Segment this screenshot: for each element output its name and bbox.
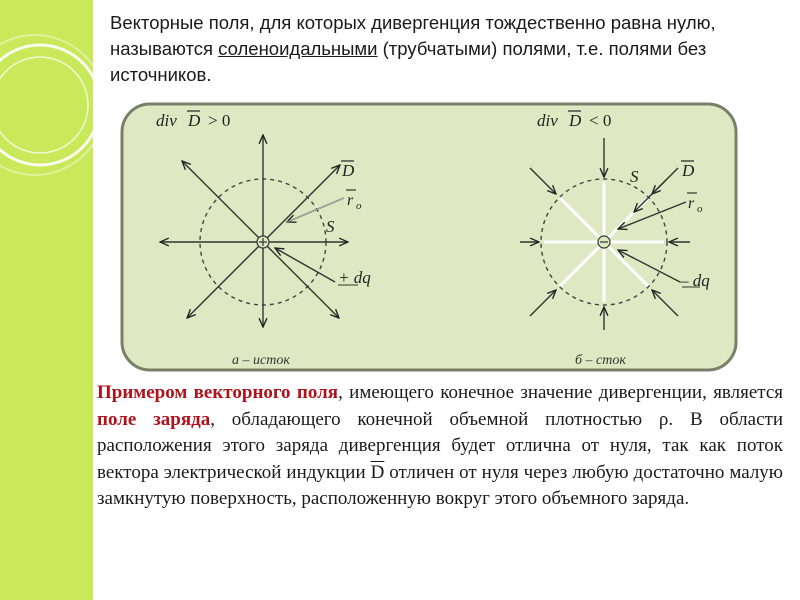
right-label-r-sub: o [697, 203, 703, 215]
charge-field-term: поле заряда [97, 408, 211, 430]
svg-text:div: div [537, 111, 558, 130]
body-part-6: отличен от нуля через любую достаточно малую замкнутую поверхность, расположенную вокруг этого объемного заряда. [97, 461, 783, 509]
svg-text:D: D [569, 111, 582, 130]
right-label-D: D [682, 161, 695, 180]
left-label-dq: + dq [338, 268, 371, 287]
right-label-S: S [630, 167, 639, 186]
svg-text:D: D [188, 111, 201, 130]
right-header [537, 111, 611, 130]
left-label-S: S [326, 217, 335, 236]
intro-part-1: Векторные поля, для которых дивергенция тождественно равна нулю, называются [110, 12, 716, 59]
intro-paragraph [110, 10, 780, 88]
intro-term-solenoidal: соленоидальными [218, 38, 378, 59]
decorative-circles-icon [0, 0, 93, 600]
body-part-2: , имеющего конечное значение дивергенции, является [338, 382, 784, 403]
left-label-r-sub: o [356, 200, 362, 212]
figure-frame [122, 104, 736, 370]
left-label-D: D [342, 161, 355, 180]
svg-text:div: div [156, 111, 177, 130]
divergence-figure [120, 102, 740, 374]
svg-text:< 0: < 0 [589, 111, 612, 130]
intro-part-2: (трубчатыми) полями, т.е. полями без источников. [110, 38, 707, 85]
example-paragraph [97, 380, 783, 513]
right-label-r: r [688, 195, 695, 212]
decorative-side-band [0, 0, 93, 600]
svg-text:> 0: > 0 [208, 111, 231, 130]
left-header [156, 111, 230, 130]
right-caption: б – сток [575, 353, 626, 368]
right-label-dq: – dq [680, 271, 710, 290]
vector-D-symbol: $\overline{D}$ [370, 461, 385, 483]
left-label-r: r [347, 192, 354, 209]
example-term: Примером векторного поля [97, 382, 339, 403]
body-part-4: , обладающего конечной объемной плотностью ρ. В области расположения этого заряда дивергенция будет отлична от нуля, так как поток вектора электрической индукции [97, 408, 783, 483]
left-caption: а – исток [232, 353, 290, 368]
